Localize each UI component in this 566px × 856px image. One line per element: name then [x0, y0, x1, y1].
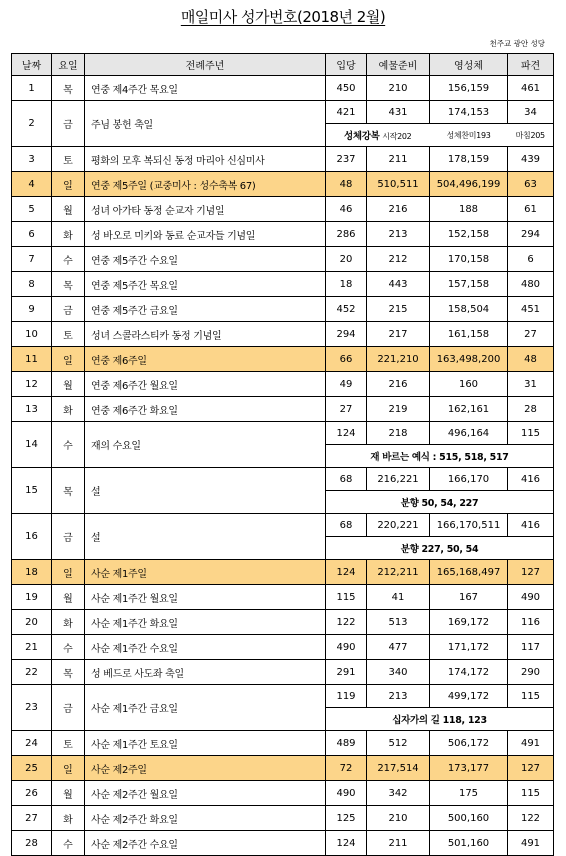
cell-offertory: 216: [367, 197, 430, 222]
table-row: [12, 685, 554, 708]
cell-liturgy: 성 바오로 미키와 동료 순교자들 기념일: [85, 222, 326, 247]
cell-offertory: 219: [367, 397, 430, 422]
cell-entrance: 68: [326, 468, 367, 491]
cell-date: 1: [12, 76, 52, 101]
cell-communion: 174,153: [430, 101, 508, 124]
cell-dismissal: 416: [508, 468, 554, 491]
cell-day: 금: [52, 514, 85, 560]
cell-communion: 501,160: [430, 831, 508, 856]
cell-day: 목: [52, 468, 85, 514]
header-date: 날짜: [12, 54, 52, 76]
cell-liturgy: 연중 제5주간 금요일: [85, 297, 326, 322]
cell-date: 10: [12, 322, 52, 347]
cell-date: 5: [12, 197, 52, 222]
table-row: [12, 147, 554, 172]
cell-liturgy: 설: [85, 514, 326, 560]
cell-offertory: 210: [367, 76, 430, 101]
cell-day: 월: [52, 585, 85, 610]
cell-day: 목: [52, 76, 85, 101]
table-row: [12, 585, 554, 610]
cell-dismissal: 480: [508, 272, 554, 297]
organization-name: 천주교 광안 성당: [489, 39, 545, 48]
cell-day: 목: [52, 272, 85, 297]
cell-communion: 504,496,199: [430, 172, 508, 197]
cell-offertory: 431: [367, 101, 430, 124]
cell-day: 수: [52, 422, 85, 468]
cell-offertory: 510,511: [367, 172, 430, 197]
cell-liturgy: 연중 제4주간 목요일: [85, 76, 326, 101]
cell-date: 13: [12, 397, 52, 422]
cell-entrance: 46: [326, 197, 367, 222]
cell-entrance: 18: [326, 272, 367, 297]
cell-entrance: 66: [326, 347, 367, 372]
cell-dismissal: 416: [508, 514, 554, 537]
cell-communion: 165,168,497: [430, 560, 508, 585]
header-day: 요일: [52, 54, 85, 76]
cell-communion: 496,164: [430, 422, 508, 445]
cell-day: 월: [52, 781, 85, 806]
cell-communion: 158,504: [430, 297, 508, 322]
table-row: [12, 397, 554, 422]
table-row: [12, 347, 554, 372]
cell-date: 27: [12, 806, 52, 831]
cell-communion: 156,159: [430, 76, 508, 101]
header-communion: 영성체: [430, 54, 508, 76]
cell-date: 9: [12, 297, 52, 322]
cell-dismissal: 117: [508, 635, 554, 660]
cell-date: 14: [12, 422, 52, 468]
table-row: [12, 197, 554, 222]
cell-dismissal: 31: [508, 372, 554, 397]
cell-date: 15: [12, 468, 52, 514]
cell-date: 16: [12, 514, 52, 560]
cell-day: 금: [52, 297, 85, 322]
cell-dismissal: 491: [508, 731, 554, 756]
hymn-number-table: [11, 53, 554, 856]
table-row: [12, 635, 554, 660]
cell-note: 재 바르는 예식 : 515, 518, 517: [326, 445, 554, 468]
cell-offertory: 216,221: [367, 468, 430, 491]
cell-day: 화: [52, 222, 85, 247]
cell-date: 18: [12, 560, 52, 585]
cell-entrance: 452: [326, 297, 367, 322]
cell-offertory: 211: [367, 831, 430, 856]
cell-liturgy: 성녀 아가타 동정 순교자 기념일: [85, 197, 326, 222]
cell-entrance: 119: [326, 685, 367, 708]
cell-entrance: 48: [326, 172, 367, 197]
table-row: [12, 101, 554, 124]
cell-liturgy: 사순 제1주간 화요일: [85, 610, 326, 635]
table-row: [12, 610, 554, 635]
cell-communion: 174,172: [430, 660, 508, 685]
cell-offertory: 512: [367, 731, 430, 756]
cell-note: 분향 227, 50, 54: [326, 537, 554, 560]
cell-offertory: 41: [367, 585, 430, 610]
cell-communion: 163,498,200: [430, 347, 508, 372]
cell-dismissal: 461: [508, 76, 554, 101]
cell-dismissal: 491: [508, 831, 554, 856]
table-row: [12, 660, 554, 685]
cell-date: 26: [12, 781, 52, 806]
cell-liturgy: 연중 제6주일: [85, 347, 326, 372]
cell-dismissal: 115: [508, 422, 554, 445]
cell-entrance: 20: [326, 247, 367, 272]
cell-offertory: 213: [367, 685, 430, 708]
cell-liturgy: 연중 제6주간 월요일: [85, 372, 326, 397]
cell-dismissal: 63: [508, 172, 554, 197]
cell-dismissal: 115: [508, 781, 554, 806]
cell-entrance: 124: [326, 422, 367, 445]
cell-date: 21: [12, 635, 52, 660]
cell-liturgy: 사순 제1주간 금요일: [85, 685, 326, 731]
cell-offertory: 213: [367, 222, 430, 247]
cell-offertory: 340: [367, 660, 430, 685]
cell-offertory: 211: [367, 147, 430, 172]
cell-communion: 166,170: [430, 468, 508, 491]
cell-liturgy: 사순 제2주간 화요일: [85, 806, 326, 831]
cell-day: 토: [52, 147, 85, 172]
cell-entrance: 421: [326, 101, 367, 124]
cell-note: 십자가의 길 118, 123: [326, 708, 554, 731]
cell-offertory: 210: [367, 806, 430, 831]
cell-date: 6: [12, 222, 52, 247]
cell-date: 24: [12, 731, 52, 756]
cell-dismissal: 439: [508, 147, 554, 172]
cell-entrance: 68: [326, 514, 367, 537]
cell-day: 일: [52, 347, 85, 372]
cell-day: 일: [52, 172, 85, 197]
cell-entrance: 489: [326, 731, 367, 756]
cell-liturgy: 설: [85, 468, 326, 514]
cell-offertory: 220,221: [367, 514, 430, 537]
cell-dismissal: 290: [508, 660, 554, 685]
table-row: [12, 76, 554, 101]
cell-offertory: 513: [367, 610, 430, 635]
cell-offertory: 216: [367, 372, 430, 397]
cell-liturgy: 재의 수요일: [85, 422, 326, 468]
cell-offertory: 212: [367, 247, 430, 272]
cell-communion: 162,161: [430, 397, 508, 422]
cell-day: 수: [52, 831, 85, 856]
cell-communion: 175: [430, 781, 508, 806]
cell-offertory: 221,210: [367, 347, 430, 372]
cell-liturgy: 연중 제5주일 (교중미사 : 성수축복 67): [85, 172, 326, 197]
cell-communion: 157,158: [430, 272, 508, 297]
cell-entrance: 49: [326, 372, 367, 397]
note-end-text: 마침205: [515, 130, 545, 140]
cell-liturgy: 사순 제1주간 토요일: [85, 731, 326, 756]
table-row: [12, 247, 554, 272]
cell-liturgy: 성녀 스콜라스티카 동정 기념일: [85, 322, 326, 347]
cell-liturgy: 성 베드로 사도좌 축일: [85, 660, 326, 685]
cell-liturgy: 연중 제5주간 수요일: [85, 247, 326, 272]
cell-day: 토: [52, 731, 85, 756]
cell-liturgy: 연중 제5주간 목요일: [85, 272, 326, 297]
header-dismissal: 파견: [508, 54, 554, 76]
cell-communion: 152,158: [430, 222, 508, 247]
cell-dismissal: 61: [508, 197, 554, 222]
cell-date: 23: [12, 685, 52, 731]
cell-dismissal: 127: [508, 756, 554, 781]
cell-date: 28: [12, 831, 52, 856]
cell-communion: 161,158: [430, 322, 508, 347]
table-row: [12, 781, 554, 806]
cell-date: 4: [12, 172, 52, 197]
cell-day: 일: [52, 756, 85, 781]
table-row: [12, 222, 554, 247]
note-label: 성체강복: [344, 131, 380, 142]
cell-day: 금: [52, 685, 85, 731]
cell-offertory: 215: [367, 297, 430, 322]
table-row: [12, 297, 554, 322]
cell-day: 수: [52, 635, 85, 660]
cell-communion: 178,159: [430, 147, 508, 172]
cell-liturgy: 연중 제6주간 화요일: [85, 397, 326, 422]
cell-liturgy: 사순 제1주간 월요일: [85, 585, 326, 610]
table-row: [12, 422, 554, 445]
cell-communion: 170,158: [430, 247, 508, 272]
cell-date: 3: [12, 147, 52, 172]
cell-date: 12: [12, 372, 52, 397]
cell-communion: 506,172: [430, 731, 508, 756]
cell-communion: 169,172: [430, 610, 508, 635]
table-row: [12, 514, 554, 537]
cell-date: 22: [12, 660, 52, 685]
table-row: [12, 560, 554, 585]
cell-offertory: 477: [367, 635, 430, 660]
table-row: [12, 468, 554, 491]
cell-day: 월: [52, 372, 85, 397]
cell-entrance: 122: [326, 610, 367, 635]
table-row: [12, 172, 554, 197]
cell-dismissal: 48: [508, 347, 554, 372]
cell-date: 20: [12, 610, 52, 635]
cell-liturgy: 사순 제1주간 수요일: [85, 635, 326, 660]
cell-day: 금: [52, 101, 85, 147]
table-row: [12, 322, 554, 347]
table-row: [12, 372, 554, 397]
note-benediction: [326, 124, 430, 147]
cell-dismissal: 127: [508, 560, 554, 585]
cell-day: 토: [52, 322, 85, 347]
cell-day: 화: [52, 610, 85, 635]
cell-entrance: 291: [326, 660, 367, 685]
cell-day: 목: [52, 660, 85, 685]
cell-communion: 500,160: [430, 806, 508, 831]
cell-communion: 188: [430, 197, 508, 222]
note-adoration: [430, 124, 508, 147]
table-row: [12, 806, 554, 831]
table-header-row: [12, 54, 554, 76]
cell-entrance: 124: [326, 560, 367, 585]
cell-dismissal: 122: [508, 806, 554, 831]
header-liturgy: 전례주년: [85, 54, 326, 76]
cell-entrance: 237: [326, 147, 367, 172]
page-title: 매일미사 성가번호(2018년 2월): [180, 8, 386, 26]
cell-liturgy: 사순 제2주일: [85, 756, 326, 781]
cell-communion: 499,172: [430, 685, 508, 708]
table-row: [12, 756, 554, 781]
header-offertory: 예물준비: [367, 54, 430, 76]
cell-date: 2: [12, 101, 52, 147]
cell-entrance: 450: [326, 76, 367, 101]
cell-day: 화: [52, 397, 85, 422]
cell-communion: 167: [430, 585, 508, 610]
cell-offertory: 342: [367, 781, 430, 806]
cell-dismissal: 115: [508, 685, 554, 708]
cell-liturgy: 주님 봉헌 축일: [85, 101, 326, 147]
cell-day: 수: [52, 247, 85, 272]
cell-liturgy: 평화의 모후 복되신 동정 마리아 신심미사: [85, 147, 326, 172]
cell-communion: 173,177: [430, 756, 508, 781]
note-end: [508, 124, 554, 147]
header-entrance: 입당: [326, 54, 367, 76]
cell-date: 8: [12, 272, 52, 297]
cell-entrance: 286: [326, 222, 367, 247]
cell-entrance: 490: [326, 635, 367, 660]
cell-dismissal: 116: [508, 610, 554, 635]
cell-day: 화: [52, 806, 85, 831]
cell-dismissal: 490: [508, 585, 554, 610]
table-row: [12, 272, 554, 297]
cell-entrance: 490: [326, 781, 367, 806]
cell-communion: 160: [430, 372, 508, 397]
table-row: [12, 831, 554, 856]
cell-date: 7: [12, 247, 52, 272]
cell-offertory: 443: [367, 272, 430, 297]
cell-communion: 171,172: [430, 635, 508, 660]
cell-entrance: 72: [326, 756, 367, 781]
cell-entrance: 294: [326, 322, 367, 347]
cell-liturgy: 사순 제1주일: [85, 560, 326, 585]
cell-day: 일: [52, 560, 85, 585]
cell-entrance: 124: [326, 831, 367, 856]
cell-date: 19: [12, 585, 52, 610]
cell-liturgy: 사순 제2주간 수요일: [85, 831, 326, 856]
cell-dismissal: 294: [508, 222, 554, 247]
cell-liturgy: 사순 제2주간 월요일: [85, 781, 326, 806]
cell-day: 월: [52, 197, 85, 222]
cell-dismissal: 27: [508, 322, 554, 347]
cell-dismissal: 34: [508, 101, 554, 124]
cell-offertory: 217: [367, 322, 430, 347]
cell-date: 11: [12, 347, 52, 372]
cell-entrance: 125: [326, 806, 367, 831]
table-row: [12, 731, 554, 756]
cell-offertory: 218: [367, 422, 430, 445]
cell-dismissal: 28: [508, 397, 554, 422]
cell-note: 분향 50, 54, 227: [326, 491, 554, 514]
cell-dismissal: 6: [508, 247, 554, 272]
cell-entrance: 27: [326, 397, 367, 422]
note-adoration-text: 성체찬미193: [446, 130, 491, 140]
cell-date: 25: [12, 756, 52, 781]
note-start: 시작202: [382, 132, 412, 141]
cell-offertory: 217,514: [367, 756, 430, 781]
cell-dismissal: 451: [508, 297, 554, 322]
cell-communion: 166,170,511: [430, 514, 508, 537]
cell-offertory: 212,211: [367, 560, 430, 585]
cell-entrance: 115: [326, 585, 367, 610]
